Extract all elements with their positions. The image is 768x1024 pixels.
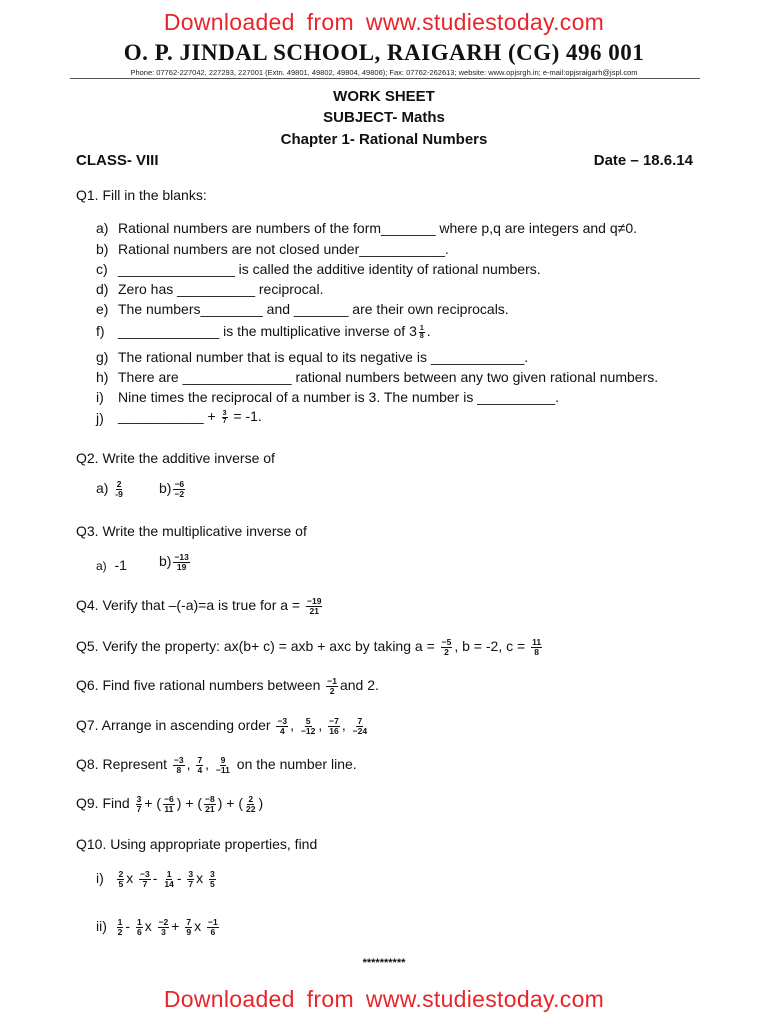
numerator: −13 (174, 552, 189, 562)
fraction (326, 677, 338, 696)
q3-part-b (159, 553, 192, 572)
end-stars: ********** (362, 957, 406, 969)
item-label: d) (96, 281, 109, 297)
fraction (173, 756, 185, 775)
denominator: 4 (197, 765, 203, 775)
numerator: 7 (197, 755, 203, 765)
item-label: a) (96, 220, 109, 236)
fraction (209, 870, 216, 889)
school-contact: Phone: 07762-227042, 227293, 227001 (Extn. 49801, 49802, 49804, 49806); Fax: 07762-262613; website: www.opjsrgh.in; e-mail:opjsraigarh@jspl.com (130, 68, 638, 77)
item-text: Nine times the reciprocal of a number is 3. The number is __________. (118, 389, 559, 405)
fraction (215, 756, 231, 775)
denominator: 8 (419, 332, 424, 340)
denominator: 9 (186, 927, 192, 937)
numerator: −7 (329, 716, 339, 726)
q2-part-a (96, 480, 126, 499)
school-name: O. P. JINDAL SCHOOL, RAIGARH (CG) 496 001 (123, 40, 645, 65)
banner-word: from (306, 986, 354, 1012)
numerator: −5 (441, 637, 452, 647)
fraction (136, 918, 143, 937)
question-1-title: Q1. Fill in the blanks: (76, 187, 207, 203)
fraction (163, 795, 175, 814)
item-label: j) (96, 410, 104, 426)
denominator: 21 (205, 804, 215, 814)
fraction (441, 638, 453, 657)
fraction (419, 325, 425, 340)
class-label: CLASS- VIII (76, 152, 159, 169)
question-6 (76, 677, 379, 696)
banner-link[interactable]: www.studiestoday.com (365, 986, 605, 1012)
fraction (117, 918, 124, 937)
q3-part-a (96, 557, 127, 573)
numerator: −6 (164, 794, 174, 804)
denominator: 14 (164, 879, 174, 889)
denominator: 4 (279, 726, 285, 736)
banner-word: Downloaded (163, 986, 295, 1012)
fraction (328, 717, 340, 736)
item-label: b) (96, 241, 109, 257)
numerator: 3 (188, 869, 194, 879)
denominator: −12 (300, 726, 316, 736)
question-2-title: Q2. Write the additive inverse of (76, 450, 275, 466)
question-text: on the number line. (236, 756, 357, 773)
item-label: a) (96, 559, 107, 573)
item-label: ii) (96, 918, 107, 935)
banner-link[interactable]: www.studiestoday.com (365, 9, 605, 35)
denominator: 2 (329, 686, 335, 696)
numerator: 2 (116, 479, 122, 489)
numerator: 7 (357, 716, 363, 726)
question-text: Q5. Verify the property: ax(b+ c) = axb + axc by taking a = (76, 638, 435, 655)
numerator: 1 (166, 869, 172, 879)
fraction (114, 480, 124, 499)
numerator: 3 (136, 794, 142, 804)
question-3-title: Q3. Write the multiplicative inverse of (76, 523, 307, 539)
fraction (245, 795, 256, 814)
numerator: 1 (117, 917, 123, 927)
item-label: f) (96, 323, 105, 339)
denominator: 19 (176, 562, 187, 572)
item-text: Zero has __________ reciprocal. (118, 281, 324, 297)
fraction (531, 638, 542, 657)
fraction (222, 410, 228, 425)
denominator: 2 (444, 647, 449, 657)
question-9: Q9. Find $\frac{3}{7}$ + ( $\frac{-6}{11}$ ) + ( $\frac{-8}{21}$ ) + ( $\frac{2}{22}$ ) (76, 794, 264, 814)
plus-sign: + (207, 408, 216, 424)
question-text: Q4. Verify that –(-a)=a is true for a = (76, 597, 301, 614)
item-text (118, 408, 262, 425)
denominator: −11 (215, 765, 230, 775)
q10-part-i: i) $\frac{2}{5}$ x $\frac{-3}{7}$ - $\frac{1}{14}$ - $\frac{3}{7}$ x $\frac{3}{5}$ (96, 869, 215, 889)
fraction (173, 480, 185, 499)
denominator: 11 (164, 804, 174, 814)
question-10-title: Q10. Using appropriate properties, find (76, 836, 318, 852)
question-text: Q6. Find five rational numbers between (76, 677, 321, 694)
item-text: Rational numbers are numbers of the form_______ where p,q are integers and q≠0. (118, 220, 637, 236)
item-label: c) (96, 261, 108, 277)
numerator: −19 (307, 596, 322, 606)
item-label: h) (96, 369, 109, 385)
denominator: 6 (210, 927, 216, 937)
download-banner-top (0, 9, 768, 36)
banner-word: from (306, 9, 354, 35)
denominator: 7 (188, 879, 194, 889)
question-7: Q7. Arrange in ascending order $\frac{-3}{4}$ , $\frac{5}{-12}$ , $\frac{-7}{16}$ , $\frac{7}{-24}$ (76, 716, 368, 736)
banner-word: Downloaded (163, 9, 295, 35)
denominator: 7 (222, 417, 227, 425)
question-text: Q7. Arrange in ascending order (76, 717, 271, 734)
item-text: Rational numbers are not closed under___________. (118, 241, 449, 257)
item-label: b) (159, 480, 172, 497)
item-label: e) (96, 301, 109, 317)
numerator: −1 (327, 676, 337, 686)
question-text: and 2. (339, 677, 379, 694)
numerator: 7 (186, 917, 192, 927)
question-5 (76, 638, 544, 657)
fraction (117, 870, 124, 889)
numerator: 2 (118, 869, 124, 879)
numerator: −3 (277, 716, 288, 726)
item-label: i) (96, 870, 104, 887)
numerator: −3 (140, 869, 150, 879)
denominator: 16 (329, 726, 339, 736)
denominator: 8 (534, 647, 539, 657)
item-text-part: = -1. (233, 408, 262, 424)
numerator: 5 (305, 716, 311, 726)
fraction (204, 795, 216, 814)
q2-part-b (159, 480, 187, 499)
fraction (139, 870, 151, 889)
denominator: 7 (142, 879, 148, 889)
fraction (187, 870, 194, 889)
header-divider (70, 78, 700, 79)
download-banner-bottom (0, 986, 768, 1013)
chapter-line: Chapter 1- Rational Numbers (280, 131, 488, 148)
denominator: 5 (210, 879, 215, 889)
fraction (352, 717, 368, 736)
item-label: i) (96, 389, 104, 405)
fraction (306, 597, 322, 616)
denominator: 6 (136, 927, 142, 937)
numerator: −2 (158, 917, 169, 927)
fraction (300, 717, 316, 736)
fraction (196, 756, 203, 775)
numerator: 1 (136, 917, 142, 927)
fraction (276, 717, 288, 736)
item-text: The numbers________ and _______ are their own reciprocals. (118, 301, 509, 317)
numerator: −3 (173, 755, 184, 765)
denominator: 22 (246, 804, 256, 814)
item-label: g) (96, 349, 109, 365)
numerator: −8 (205, 794, 215, 804)
numerator: −6 (174, 479, 185, 489)
fraction (173, 553, 189, 572)
question-8: Q8. Represent $\frac{-3}{8}$ , $\frac{7}{4}$ , $\frac{9}{-11}$ on the number line. (76, 755, 357, 775)
numerator: 3 (210, 869, 215, 879)
fraction (207, 918, 219, 937)
date-label: Date – 18.6.14 (593, 152, 693, 169)
numerator: 11 (532, 637, 542, 647)
item-label: a) (96, 480, 109, 497)
denominator: 7 (136, 804, 142, 814)
denominator: 21 (309, 606, 319, 616)
denominator: -9 (115, 489, 123, 499)
item-label: b) (159, 553, 172, 570)
item-text: _______________ is called the additive identity of rational numbers. (118, 261, 541, 277)
fraction (158, 918, 170, 937)
question-text: Q9. Find (76, 795, 130, 812)
numerator: −1 (208, 917, 218, 927)
numerator: 1 (419, 324, 424, 332)
item-text (118, 323, 431, 340)
worksheet-title: WORK SHEET (333, 88, 435, 105)
item-text-part: ___________ (118, 408, 208, 424)
subject-line: SUBJECT- Maths (323, 109, 445, 126)
item-text-part: . (426, 323, 431, 339)
item-text: The rational number that is equal to its negative is ____________. (118, 349, 529, 365)
question-text: , b = -2, c = (454, 638, 526, 655)
q10-part-ii: ii) $\frac{1}{2}$ - $\frac{1}{6}$ x $\frac{-2}{3}$ + $\frac{7}{9}$ x $\frac{-1}{6}$ (96, 917, 218, 937)
denominator: 3 (161, 927, 166, 937)
denominator: 8 (176, 765, 182, 775)
numerator: 3 (222, 409, 227, 417)
denominator: 2 (117, 927, 123, 937)
fraction (136, 795, 143, 814)
item-text: There are ______________ rational numbers between any two given rational numbers. (118, 369, 659, 385)
denominator: −2 (174, 489, 185, 499)
question-4 (76, 597, 324, 616)
fraction (163, 870, 174, 889)
fraction (185, 918, 192, 937)
denominator: −24 (352, 726, 368, 736)
value: -1 (114, 557, 127, 573)
denominator: 5 (118, 879, 124, 889)
numerator: 9 (220, 755, 226, 765)
numerator: 2 (248, 794, 254, 804)
question-text: Q8. Represent (76, 756, 168, 773)
item-text-part: _____________ is the multiplicative inverse of 3 (118, 323, 417, 339)
